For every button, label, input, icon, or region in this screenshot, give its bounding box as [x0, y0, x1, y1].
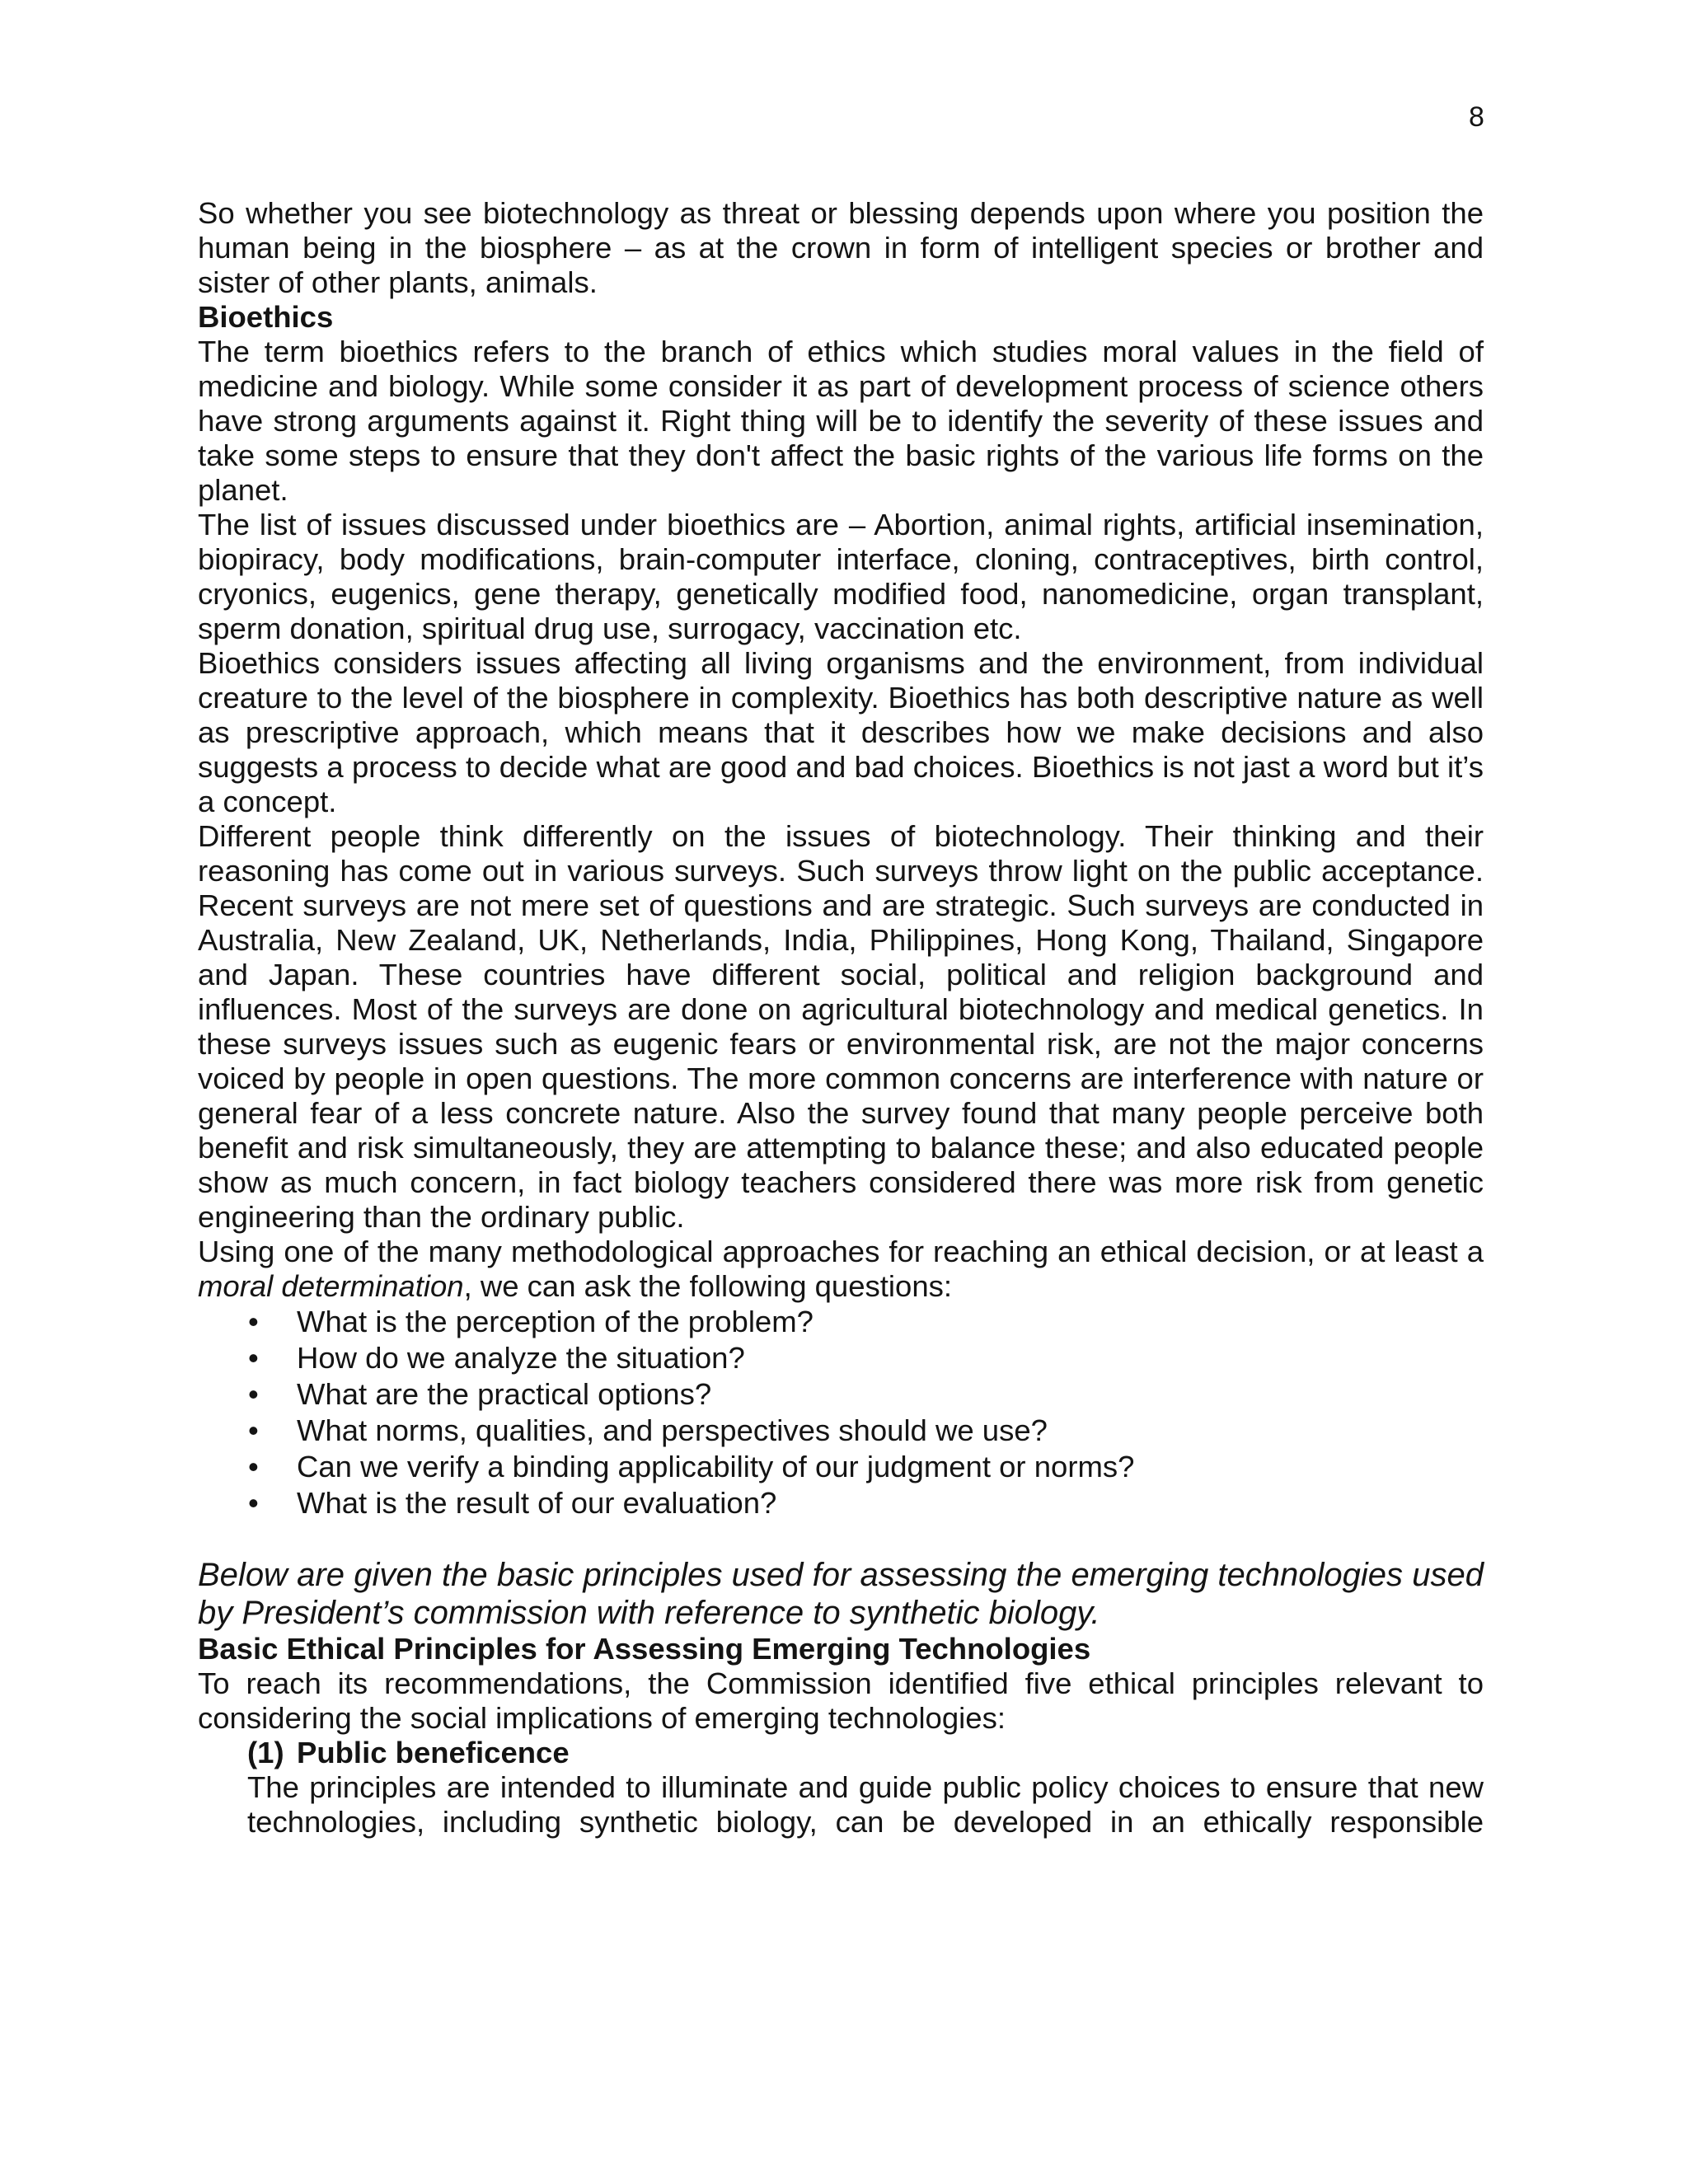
list-item — [248, 1485, 1484, 1521]
bullet-icon: • — [248, 1413, 259, 1447]
question-text: What is the perception of the problem? — [297, 1305, 814, 1338]
principle-title: Public beneficence — [297, 1736, 570, 1769]
bioethics-paragraph-definition: The term bioethics refers to the branch of ethics which studies moral values in the field of medicine and biology. While some consider it as part of development process of science others have strong arguments against it. Right thing will be to identify the severity of these issues and take some steps to ensure that they don't affect the basic rights of the various life forms on the planet. — [198, 335, 1484, 507]
question-text: What is the result of our evaluation? — [297, 1486, 777, 1520]
bullet-icon: • — [248, 1486, 259, 1520]
bullet-icon: • — [248, 1377, 259, 1411]
principle-item — [198, 1736, 1484, 1840]
principles-intro: To reach its recommendations, the Commission identified five ethical principles relevant to considering the social implications of emerging technologies: — [198, 1666, 1484, 1735]
methodology-lead-after: , we can ask the following questions: — [463, 1269, 953, 1303]
methodology-lead-italic: moral determination — [198, 1269, 464, 1303]
document-body — [198, 196, 1484, 1840]
list-item — [248, 1376, 1484, 1413]
bullet-icon: • — [248, 1305, 259, 1338]
bioethics-paragraph-scope: Bioethics considers issues affecting all living organisms and the environment, from individual creature to the level of the biosphere in complexity. Bioethics has both descriptive nature as well as prescriptive approach, which means that it describes how we make decisions and also suggests a process to decide what are good and bad choices. Bioethics is not jast a word but it’s a concept. — [198, 646, 1484, 818]
principle-number: (1) — [247, 1736, 284, 1769]
bullet-icon: • — [248, 1450, 259, 1483]
bullet-icon: • — [248, 1341, 259, 1375]
page-number: 8 — [1469, 101, 1484, 133]
italic-note: Below are given the basic principles used for assessing the emerging technologies used by President’s commission with reference to synthetic biology. — [198, 1557, 1484, 1631]
principle-text: The principles are intended to illuminate and guide public policy choices to ensure that new technologies, including synthetic biology, can be developed in an ethically responsible — [247, 1770, 1484, 1839]
question-text: What are the practical options? — [297, 1377, 712, 1411]
list-item — [248, 1449, 1484, 1485]
section-heading-principles: Basic Ethical Principles for Assessing Emerging Technologies — [198, 1632, 1091, 1666]
question-text: Can we verify a binding applicability of our judgment or norms? — [297, 1450, 1135, 1483]
bioethics-paragraph-issues-list: The list of issues discussed under bioethics are – Abortion, animal rights, artificial insemination, biopiracy, body modifications, brain-computer interface, cloning, contraceptives, birth control, cryonics, eugenics, gene therapy, genetically modified food, nanomedicine, organ transplant, sperm donation, spiritual drug use, surrogacy, vaccination etc. — [198, 508, 1484, 645]
question-text: How do we analyze the situation? — [297, 1341, 745, 1375]
list-item — [248, 1304, 1484, 1340]
methodology-lead-before: Using one of the many methodological approaches for reaching an ethical decision, or at least a — [198, 1235, 1484, 1268]
principle-heading — [247, 1736, 1484, 1770]
questions-list — [198, 1304, 1484, 1521]
methodology-lead — [198, 1235, 1484, 1304]
intro-paragraph: So whether you see biotechnology as threat or blessing depends upon where you position the human being in the biosphere – as at the crown in form of intelligent species or brother and sister of other plants, animals. — [198, 196, 1484, 299]
bioethics-paragraph-surveys: Different people think differently on the issues of biotechnology. Their thinking and their reasoning has come out in various surveys. Such surveys throw light on the public acceptance. Recent surveys are not mere set of questions and are strategic. Such surveys are conducted in Australia, New Zealand, UK, Netherlands, India, Philippines, Hong Kong, Thailand, Singapore and Japan. These countries have different social, political and religion background and influences. Most of the surveys are done on agricultural biotechnology and medical genetics. In these surveys issues such as eugenic fears or environmental risk, are not the major concerns voiced by people in open questions. The more common concerns are interference with nature or general fear of a less concrete nature. Also the survey found that many people perceive both benefit and risk simultaneously, they are attempting to balance these; and also educated people show as much concern, in fact biology teachers considered there was more risk from genetic engineering than the ordinary public. — [198, 819, 1484, 1234]
question-text: What norms, qualities, and perspectives should we use? — [297, 1413, 1048, 1447]
section-heading-bioethics: Bioethics — [198, 300, 334, 334]
list-item — [248, 1340, 1484, 1376]
list-item — [248, 1413, 1484, 1449]
